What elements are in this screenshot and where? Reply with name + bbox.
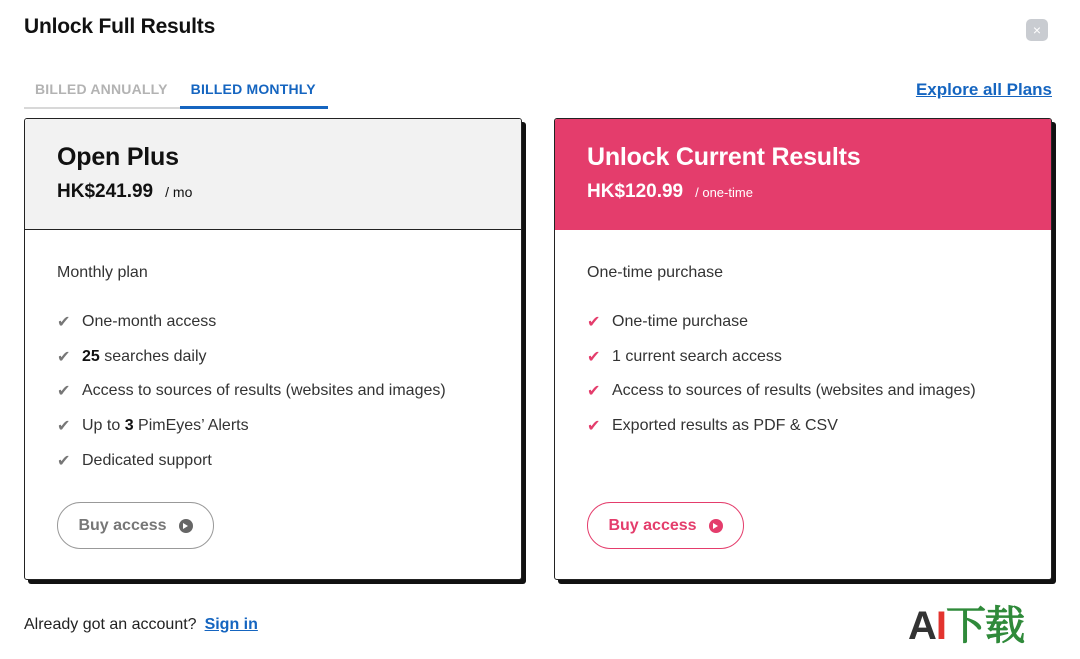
feature-text: Exported results as PDF & CSV (612, 417, 838, 435)
checkmark-icon: ✔ (57, 452, 71, 470)
plan-price: HK$241.99 (57, 181, 154, 202)
plan-card-body (25, 230, 521, 478)
feature-text: Dedicated support (82, 451, 212, 469)
price-row (57, 181, 489, 203)
feature-text: Access to sources of results (websites and images) (82, 382, 446, 400)
arrow-right-circle-icon (179, 519, 193, 533)
plan-card-unlock-current (554, 118, 1052, 580)
dialog-title: Unlock Full Results (24, 15, 216, 38)
buy-access-button[interactable] (587, 502, 744, 549)
feature-item (57, 340, 489, 375)
feature-item (57, 305, 489, 340)
feature-text: Up to 3 PimEyes’ Alerts (82, 417, 249, 435)
plan-description: One-time purchase (587, 264, 724, 281)
plan-card-header (555, 119, 1051, 230)
plan-name: Open Plus (57, 143, 179, 171)
billing-tabs (24, 76, 328, 109)
feature-item (587, 340, 1019, 375)
feature-item (57, 443, 489, 478)
feature-item (587, 305, 1019, 340)
sign-in-link[interactable]: Sign in (204, 616, 258, 633)
buy-button-label: Buy access (608, 516, 697, 534)
plan-card-header (25, 119, 521, 230)
feature-item (57, 374, 489, 409)
feature-list (587, 305, 1019, 443)
plan-period: / mo (165, 184, 193, 200)
plan-name: Unlock Current Results (587, 143, 861, 171)
checkmark-icon: ✔ (57, 383, 71, 401)
arrow-right-circle-icon (709, 519, 723, 533)
feature-text: Access to sources of results (websites and images) (612, 382, 976, 400)
tab-billed-monthly[interactable]: BILLED MONTHLY (180, 76, 328, 109)
close-icon[interactable]: × (1026, 19, 1048, 41)
feature-text: One-month access (82, 313, 217, 331)
feature-list (57, 305, 489, 478)
checkmark-icon: ✔ (587, 418, 601, 436)
plan-card-body (555, 230, 1051, 443)
feature-item (587, 409, 1019, 444)
checkmark-icon: ✔ (57, 348, 71, 366)
watermark-logo: AI下载 (908, 604, 1025, 648)
buy-access-button[interactable] (57, 502, 214, 549)
footer-text: Already got an account? (24, 616, 197, 633)
tab-billed-annually[interactable]: BILLED ANNUALLY (24, 76, 180, 109)
footer (24, 616, 258, 634)
feature-item (587, 374, 1019, 409)
buy-button-label: Buy access (78, 516, 167, 534)
explore-plans-link[interactable]: Explore all Plans (915, 80, 1052, 99)
checkmark-icon: ✔ (587, 383, 601, 401)
checkmark-icon: ✔ (587, 348, 601, 366)
price-row (587, 181, 1019, 203)
plan-period: / one-time (695, 185, 753, 200)
checkmark-icon: ✔ (57, 418, 71, 436)
plan-price: HK$120.99 (587, 181, 684, 202)
checkmark-icon: ✔ (57, 314, 71, 332)
feature-text: 25 searches daily (82, 347, 207, 365)
plan-card-open-plus (24, 118, 522, 580)
plan-description: Monthly plan (57, 264, 148, 281)
feature-text: 1 current search access (612, 347, 782, 365)
feature-text: One-time purchase (612, 313, 749, 331)
feature-item (57, 409, 489, 444)
checkmark-icon: ✔ (587, 314, 601, 332)
